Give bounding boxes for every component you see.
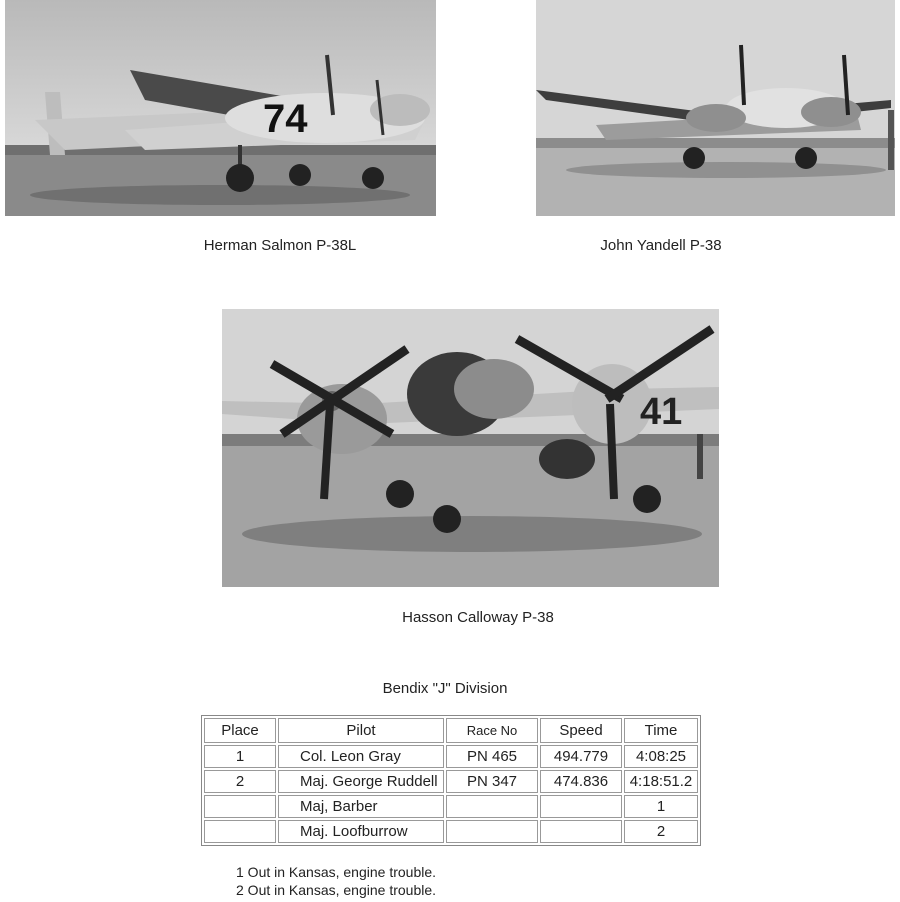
- race-number-74: 74: [263, 97, 308, 141]
- table-row: [204, 820, 698, 843]
- header-pilot: Pilot: [278, 718, 444, 743]
- p38-aircraft-photo: [536, 0, 895, 216]
- footnotes: [236, 863, 436, 899]
- cell-time: 1: [624, 795, 698, 818]
- cell-pilot: Maj. Loofburrow: [278, 820, 444, 843]
- p38-aircraft-photo: [5, 0, 436, 216]
- results-table: [201, 715, 701, 846]
- cell-time: 4:08:25: [624, 745, 698, 768]
- caption-hasson-calloway: Hasson Calloway P-38: [402, 609, 554, 626]
- cell-place: 1: [204, 745, 276, 768]
- table-row: [204, 745, 698, 768]
- header-place: Place: [204, 718, 276, 743]
- cell-time: 4:18:51.2: [624, 770, 698, 793]
- header-race-no: Race No: [446, 718, 538, 743]
- photo-hasson-calloway: [222, 309, 719, 587]
- cell-speed: 474.836: [540, 770, 622, 793]
- cell-place: 2: [204, 770, 276, 793]
- cell-race-no: PN 465: [446, 745, 538, 768]
- caption-herman-salmon: Herman Salmon P-38L: [203, 237, 357, 254]
- cell-speed: [540, 820, 622, 843]
- table-title: Bendix "J" Division: [382, 680, 508, 697]
- cell-place: [204, 795, 276, 818]
- photo-herman-salmon: [5, 0, 436, 216]
- race-number-41: 41: [640, 391, 683, 433]
- footnote-1: 1 Out in Kansas, engine trouble.: [236, 864, 437, 880]
- cell-speed: [540, 795, 622, 818]
- cell-race-no: PN 347: [446, 770, 538, 793]
- photo-john-yandell: [536, 0, 895, 216]
- cell-pilot: Maj, Barber: [278, 795, 444, 818]
- header-time: Time: [624, 718, 698, 743]
- cell-place: [204, 820, 276, 843]
- header-speed: Speed: [540, 718, 622, 743]
- cell-pilot: Col. Leon Gray: [278, 745, 444, 768]
- caption-john-yandell: John Yandell P-38: [600, 237, 722, 254]
- cell-race-no: [446, 820, 538, 843]
- table-row: [204, 770, 698, 793]
- p38-aircraft-photo: [222, 309, 719, 587]
- cell-pilot: Maj. George Ruddell: [278, 770, 444, 793]
- footnote-2: 2 Out in Kansas, engine trouble.: [236, 882, 437, 898]
- table-row: [204, 795, 698, 818]
- table-header-row: [204, 718, 698, 743]
- cell-speed: 494.779: [540, 745, 622, 768]
- cell-time: 2: [624, 820, 698, 843]
- cell-race-no: [446, 795, 538, 818]
